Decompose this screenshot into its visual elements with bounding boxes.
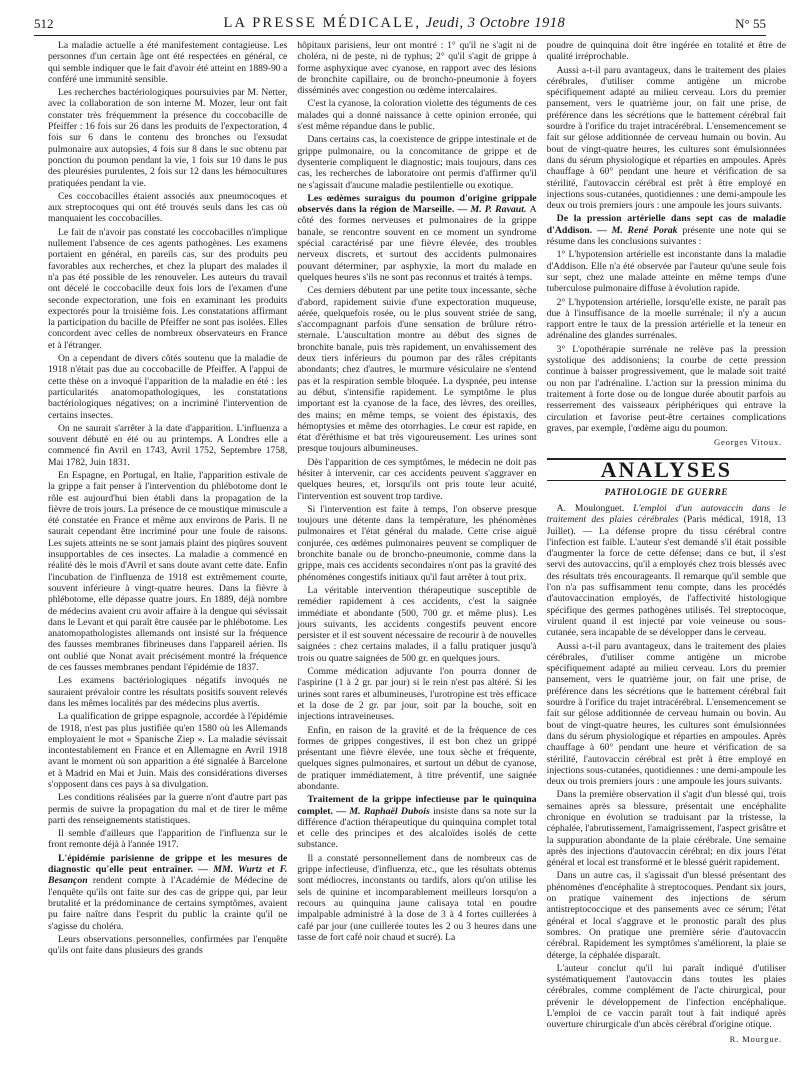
paragraph: Il semble d'ailleurs que l'apparition de l'influenza sur le front remonte déjà à l'année 1917. (48, 828, 288, 851)
paragraph: Aussi a-t-il paru avantageux, dans le traitement des plaies cérébrales, d'utiliser comme antigène un microbe spécifiquement adapté au milieu cerveau. Lors du premier pansement, vers le quatrième jour, on fait une prise, de préférence dans les sécrétions que le battement cérébral fait sourdre à l'orifice du trajet intracérébral. L'ensemencement se fait sur gélose additionnée de cerveau humain ou bovin. Au bout de vingt-quatre heures, les cultures sont émulsionnées dans du sérum physiologique et réparties en ampoules. Après chauffage à 60° pendant une heure et vérification de sa stérilité, l'autovaccin cérébral est prêt à être employé en injections sous-cutanées, quotidiennes : une demi-ampoule les deux ou trois premiers jours : une ampoule les jours suivants. (546, 64, 786, 212)
column-3 (547, 40, 786, 1076)
article-author: A. Moulonguet. (556, 502, 625, 514)
section-title: De la pression artérielle dans sept cas de maladie d'Addison. — (546, 213, 786, 236)
page-header (34, 10, 766, 36)
paragraph: Enfin, en raison de la gravité et de la fréquence de ces formes de grippes congestives, il est bon chez un grippé présentant une fièvre élevée, une toux sèche et fréquente, quelques signes pulmonaires, et surtout un début de cyanose, de pratiquer immédiatement, à titre préventif, une saignée abondante. (297, 724, 537, 792)
section-title: L'épidémie parisienne de grippe et les mesures de diagnostic qu'elle peut entraîner. — (48, 852, 288, 876)
section-text: rendent compte à l'Académie de Médecine de l'enquête qu'ils ont faite sur des cas de grippe qui, par leur brutalité et la prédominance de certains symptômes, avaient pu faire naître dans l'esprit du public la crainte qu'il ne s'agisse du choléra. (48, 875, 288, 932)
paragraph: La qualification de grippe espagnole, accordée à l'épidémie de 1918, n'est pas plus justifiée qu'en 1580 où les Allemands employaient le mot « Spanische Ziep ». La maladie sévissait incontestablement en France et en Allemagne en Avril 1918 avant le moment où son apparition a été signalée à Barcelone et à Madrid en Mai et Juin. Mais des considérations diverses s'opposent dans ces pays à sa divulgation. (48, 711, 288, 790)
conclusion-item: 2° L'hypotension artérielle, lorsqu'elle existe, ne paraît pas due à l'insuffisance de la moelle surrénale; il n'y a aucun rapport entre le taux de la pression artérielle et la teneur en adrénaline des glandes surrénales. (546, 296, 786, 342)
section-title: Traitement de la grippe infectieuse par le quinquina complet. — (297, 794, 537, 817)
column-2 (297, 40, 536, 1076)
issue-date: Jeudi, 3 Octobre 1918 (425, 15, 566, 31)
paragraph: En Espagne, en Portugal, en Italie, l'apparition estivale de la grippe a fait penser à l'intervention du phlébotome dont le rôle est aujourd'hui bien établi dans la propagation de la fièvre de trois jours. La présence de ce moustique minuscule a été constatée en France et même aux environs de Paris. Il ne saurait cependant être incriminé pour une foule de raisons. Les sujets atteints ne se sont jamais plaint des piqûres souvent insupportables de ces insectes. La maladie a commencé en réalité dès le mois d'Avril et sans doute avant cette date. Enfin l'incubation de l'influenza de 1918 est extrêmement courte, souvent inférieure à vingt-quatre heures. Dans la fièvre à phlébotome, elle dépasse quatre jours. En 1889, déjà nombre de médecins avaient cru avoir affaire à la dengue qui sévissait dans le Levant et qui paraît être causée par le phlébotome. Les anatomopathologistes allemands ont insisté sur la fréquence des fausses membranes fibrineuses dans l'appareil aérien. Ils ont oublié que Nonat avait précisément montré la fréquence de ces fausses membranes pendant l'épidémie de 1837. (48, 469, 288, 674)
column-1 (48, 40, 287, 1076)
paragraph: Les examens bactériologiques négatifs invoqués ne sauraient prévaloir contre les résultats positifs souvent relevés dans les mêmes localités par des médecins plus avertis. (48, 675, 288, 709)
section-heading-ravaut (297, 193, 536, 283)
paragraph: Si l'intervention est faite à temps, l'on observe presque toujours une détente dans la température, les phénomènes pulmonaires et l'état général du malade. Cette crise aiguë conjurée, ces œdèmes pulmonaires peuvent se compliquer de bronchite banale ou de broncho-pneumonie, comme dans la grippe, mais ces accidents secondaires n'ont pas la gravité des phénomènes congestifs initiaux qu'il faut arrêter à tout prix. (297, 503, 537, 583)
section-authors: M. Raphaël Dubois (349, 805, 430, 817)
section-authors: MM. Wurtz et F. Besançon (48, 864, 288, 887)
journal-masthead: LA PRESSE MÉDICALE, Jeudi, 3 Octobre 1918 (223, 15, 566, 31)
paragraph: Dès l'apparition de ces symptômes, le médecin ne doit pas hésiter à intervenir, car ces accidents peuvent s'aggraver en quelques heures, et, lorsqu'ils ont pris toute leur acuité, l'intervention est souvent trop tardive. (297, 456, 537, 502)
paragraph: Ces derniers débutent par une petite toux incessante, sèche d'abord, rapidement suivie d'une expectoration muqueuse, aérée, quelquefois rosée, ou le plus souvent striée de sang, s'accompagnant parfois d'une sensation de brûlure rétro-sternale. L'auscultation montre au début des signes de bronchite banale, puis très rapidement, un envahissement des deux tiers inférieurs du poumon par des râles crépitants abondants; chez d'autres, le murmure vésiculaire ne s'entend pas et la respiration semble bloquée. La dyspnée, peu intense au début, s'intensifie rapidement. Le symptôme le plus important est la cyanose de la face, des lèvres, des oreilles, des mains; en même temps, se voient des épistaxis, des hémoptysies et même des otorrhagies. Le cœur est rapide, en état d'éréthisme et bat très vigoureusement. Les urines sont presque toujours albumineuses. (297, 285, 537, 455)
analyses-heading: ANALYSES (547, 458, 786, 480)
section-text: insiste dans sa note sur la différence d'action thérapeutique du quinquina complet total et celle des principes et des alcaloïdes isolés de cette substance. (297, 805, 537, 851)
author-signature: Georges Vitoux. (714, 437, 782, 448)
paragraph: Il a constaté personnellement dans de nombreux cas de grippe infectieuse, d'influenza, etc., que les résultats obtenus sont médiocres, inconstants ou tardifs, alors qu'on utilise les sels de quinine et incomparablement meilleurs lorsqu'on a recours au quinquina jaune calisaya total en poudre impalpable administré à la dose de 3 à 4 fortes cuillerées à café par jour (une cuillerée toutes les 2 ou 3 heures dans une tasse de fort café noir chaud et sucré). La (297, 852, 537, 943)
paragraph: Comme médication adjuvante l'on pourra donner de l'aspirine (1 à 2 gr. par jour) si le rein n'est pas altéré. Si les urines sont rares et albumineuses, l'urotropine est très efficace et la dose de 2 gr. par jour, soit par la bouche, soit en injections intraveineuses. (297, 666, 537, 723)
page-number: 512 (34, 16, 54, 31)
paragraph: Ces coccobacilles étaient associés aux pneumocoques et aux streptocoques qui ont été trouvés seuls dans les cas où manquaient les coccobacilles. (48, 190, 288, 225)
paragraph: Le fait de n'avoir pas constaté les coccobacilles n'implique nullement l'absence de ces agents pathogènes. Les examens portaient en général, en pareils cas, sur des produits peu favorables aux recherches, et chez la plupart des malades il n'a pas été possible de les renouveler. Les auteurs du travail ont décelé le coccobacille deux fois lors de l'examen d'une seconde expectoration, une fois en examinant les produits expectorés pour la troisième fois. Les constatations affirmant la participation du bacille de Pfeiffer ne sont pas isolées. Elles concordent avec celles de nombreux observateurs en France et à l'étranger. (48, 226, 288, 351)
article-source: (Paris médical, 1918, 13 Juillet). (546, 514, 786, 537)
rubric-heading: PATHOLOGIE DE GUERRE (604, 486, 728, 497)
section-title: Les œdèmes suraigus du poumon d'origine grippale observés dans la région de Marseille. — (297, 192, 537, 216)
section-text: présente une note qui se résume dans les conclusions suivantes : (546, 224, 786, 248)
article-columns (48, 40, 786, 1076)
paragraph: Dans la première observation il s'agit d'un blessé qui, trois semaines après sa blessure, présentait une encéphalite chronique en évolution se traduisant par la tristesse, la céphalée, l'abrutissement, l'amaigrissement, l'aspect grisâtre et la suppuration abondante de la plaie cérébrale. Une semaine après des injections d'autovaccin cérébral; en dix jours l'état général et local est transformé et le blessé guérit rapidement. (546, 789, 786, 869)
issue-number: N° 55 (735, 16, 766, 31)
paragraph: On a cependant de divers côtés soutenu que la maladie de 1918 n'était pas due au coccobacille de Pfeiffer. A l'appui de cette thèse on a invoqué l'apparition de la maladie en été : les particularités anatomopathologiques, les constatations bactériologiques négatives; on a incriminé l'intervention de certains insectes. (48, 353, 288, 421)
article-title: L'emploi d'un autovaccin dans le traitement des plaies cérébrales (546, 502, 786, 526)
paragraph: On ne saurait s'arrêter à la date d'apparition. L'influenza a souvent débuté en été ou au printemps. A Londres elle a commencé fin Avril en 1743, Avril 1752, Septembre 1758, Mai 1782, Juin 1831. (48, 422, 288, 468)
section-heading-porak (547, 213, 786, 247)
conclusion-item: 1° L'hypotension artérielle est inconstante dans la maladie d'Addison. Elle n'a été observée par l'auteur qu'une seule fois sur sept, chez une malade atteinte en même temps d'une tuberculose pulmonaire diffuse à évolution rapide. (546, 249, 786, 295)
paragraph: C'est la cyanose, la coloration violette des téguments de ces malades qui a donné naissance à cette opinion erronée, qui s'est même répandue dans le public. (297, 98, 537, 133)
paragraph: Les recherches bactériologiques poursuivies par M. Netter, avec la collaboration de son interne M. Mozer, leur ont fait constater très fréquemment la présence du coccobacille de Pfeiffer : 16 fois sur 26 dans les produits de l'expectoration, 4 fois sur 6 dans le contenu des bronches ou l'exsudat pulmonaire aux autopsies, 4 fois sur 8 dans le suc obtenu par ponction du poumon pendant la vie, 1 fois sur 10 dans le pus des pleurésies purulentes, 2 fois sur 12 dans les hémocultures pratiquées pendant la vie. (48, 87, 288, 189)
analysis-article (547, 503, 786, 639)
paragraph: Aussi a-t-il paru avantageux, dans le traitement des plaies cérébrales, d'utiliser comme antigène un microbe spécifiquement adapté au milieu cerveau. Lors du premier pansement, vers le quatrième jour, on fait une prise, de préférence dans les sécrétions que le battement cérébral fait sourdre à l'orifice du trajet intracérébral. L'ensemencement se fait sur gélose additionnée de cerveau humain ou bovin. Au bout de vingt-quatre heures, les cultures sont émulsionnées dans du sérum physiologique et réparties en ampoules. Après chauffage à 60° pendant une heure et vérification de sa stérilité, l'autovaccin cérébral est prêt à être employé en injections sous-cutanées, quotidiennes : une demi-ampoule les deux ou trois premiers jours : une ampoule les jours suivants. (546, 640, 786, 788)
paragraph: poudre de quinquina doit être ingérée en totalité et être de qualité irréprochable. (546, 40, 786, 63)
end-signature: R. Mourgue. (729, 1033, 782, 1044)
paragraph: La maladie actuelle a été manifestement contagieuse. Les personnes d'un certain âge ont été respectées en général, ce qui semble indiquer que le fait d'avoir été atteint en 1889-90 a conféré une immunité sensible. (48, 40, 288, 85)
section-authors: M. René Porak (611, 224, 678, 236)
paragraph: hôpitaux parisiens, leur ont montré : 1° qu'il ne s'agit ni de choléra, ni de peste, ni de typhus; 2° qu'il s'agit de grippe à forme asphyxique avec cyanose, en rapport avec des lésions de bronchite capillaire, ou de broncho-pneumonie à foyers disséminés avec congestion ou œdème intercalaires. (297, 40, 537, 97)
paragraph: Dans un autre cas, il s'agissait d'un blessé présentant des phénomènes d'encéphalite à streptocoques. Pendant six jours, on pratique vainement des injections de sérum antistreptococcique et des pansements avec ce sérum; l'état général et local s'aggrave et le pronostic paraît des plus sombres. On pratique une première série d'autovaccin cérébral. Rapidement les symptômes s'améliorent, la plaie se déterge, la céphalée disparaît. (546, 870, 786, 961)
paragraph: Leurs observations personnelles, confirmées par l'enquête qu'ils ont faite dans plusieurs des grands (48, 933, 288, 957)
conclusion-item: 3° L'opothérapie surrénale ne relève pas la pression systolique des addisoniens; la courbe de cette pression continue à baisser progressivement, que le malade soit traité ou non par l'adrénaline. L'action sur la pression minima du traitement à forte dose ou de longue durée aboutit parfois au resserrement des vaisseaux périphériques qui entrave la circulation et favorise peut-être certaines complications graves, par exemple, l'œdème aigu du poumon. (546, 343, 786, 434)
section-heading-dubois (297, 794, 536, 850)
article-text: — La défense propre du tissu cérébral contre l'infection est faible. L'auteur s'est demandé s'il était possible d'augmenter la force de cette défense; dans ce but, il s'est servi des autovaccins, qu'il a employés chez trois blessés avec des résultats très encourageants. Il remarque qu'il semble que l'on n'a pas suffisamment tenu compte, dans les procédés d'autovaccination employés, de l'affectivité histologique spécifique des germes pathogènes utilisés. Tel streptocoque, virulent quand il est injecté par voie veineuse ou sous-cutanée, sera incapable de se développer dans le cerveau. (546, 525, 786, 639)
paragraph: Dans certains cas, la coexistence de grippe intestinale et de grippe pulmonaire, ou la concomitance de grippe et de dysenterie compliquent le diagnostic; mais toujours, dans ces cas, les recherches de laboratoire ont permis d'affirmer qu'il ne s'agissait d'aucune maladie pestilentielle ou exotique. (297, 134, 537, 191)
journal-title: LA PRESSE MÉDICALE (223, 15, 416, 31)
paragraph: Les conditions réalisées par la guerre n'ont d'autre part pas permis de suivre la propagation du mal et de tirer le même parti des renseignements statistiques. (48, 792, 288, 826)
paragraph: La véritable intervention thérapeutique susceptible de remédier rapidement à ces accidents, c'est la saignée immédiate et abondante (500, 700 gr. et même plus). Les jours suivants, les accidents congestifs peuvent encore persister et il est souvent nécessaire de recourir à de nouvelles saignées : chez certains malades, il a fallu pratiquer jusqu'à trois ou quatre saignées de 500 gr. en quelques jours. (297, 584, 537, 664)
section-authors: M. P. Ravaut. (470, 204, 527, 216)
section-heading-wurtz (48, 853, 287, 932)
section-text: A côté des formes nerveuses et pulmonaires de la grippe banale, se rencontre souvent en ce moment un syndrome spécial caractérisé par une fièvre élevée, des troubles nerveux discrets, et surtout des accidents pulmonaires pouvant déterminer, par asphyxie, la mort du malade en quelques heures s'ils ne sont pas reconnus et traités à temps. (297, 204, 537, 283)
paragraph: L'auteur conclut qu'il lui paraît indiqué d'utiliser systématiquement l'autovaccin dans toutes les plaies cérébrales, comme complément de l'acte chirurgical, pour prévenir le développement de l'infection encéphalique. L'emploi de ce vaccin paraît tout à fait indiqué après ouverture chirurgicale d'un abcès cérébral d'origine otique. (546, 962, 786, 1031)
